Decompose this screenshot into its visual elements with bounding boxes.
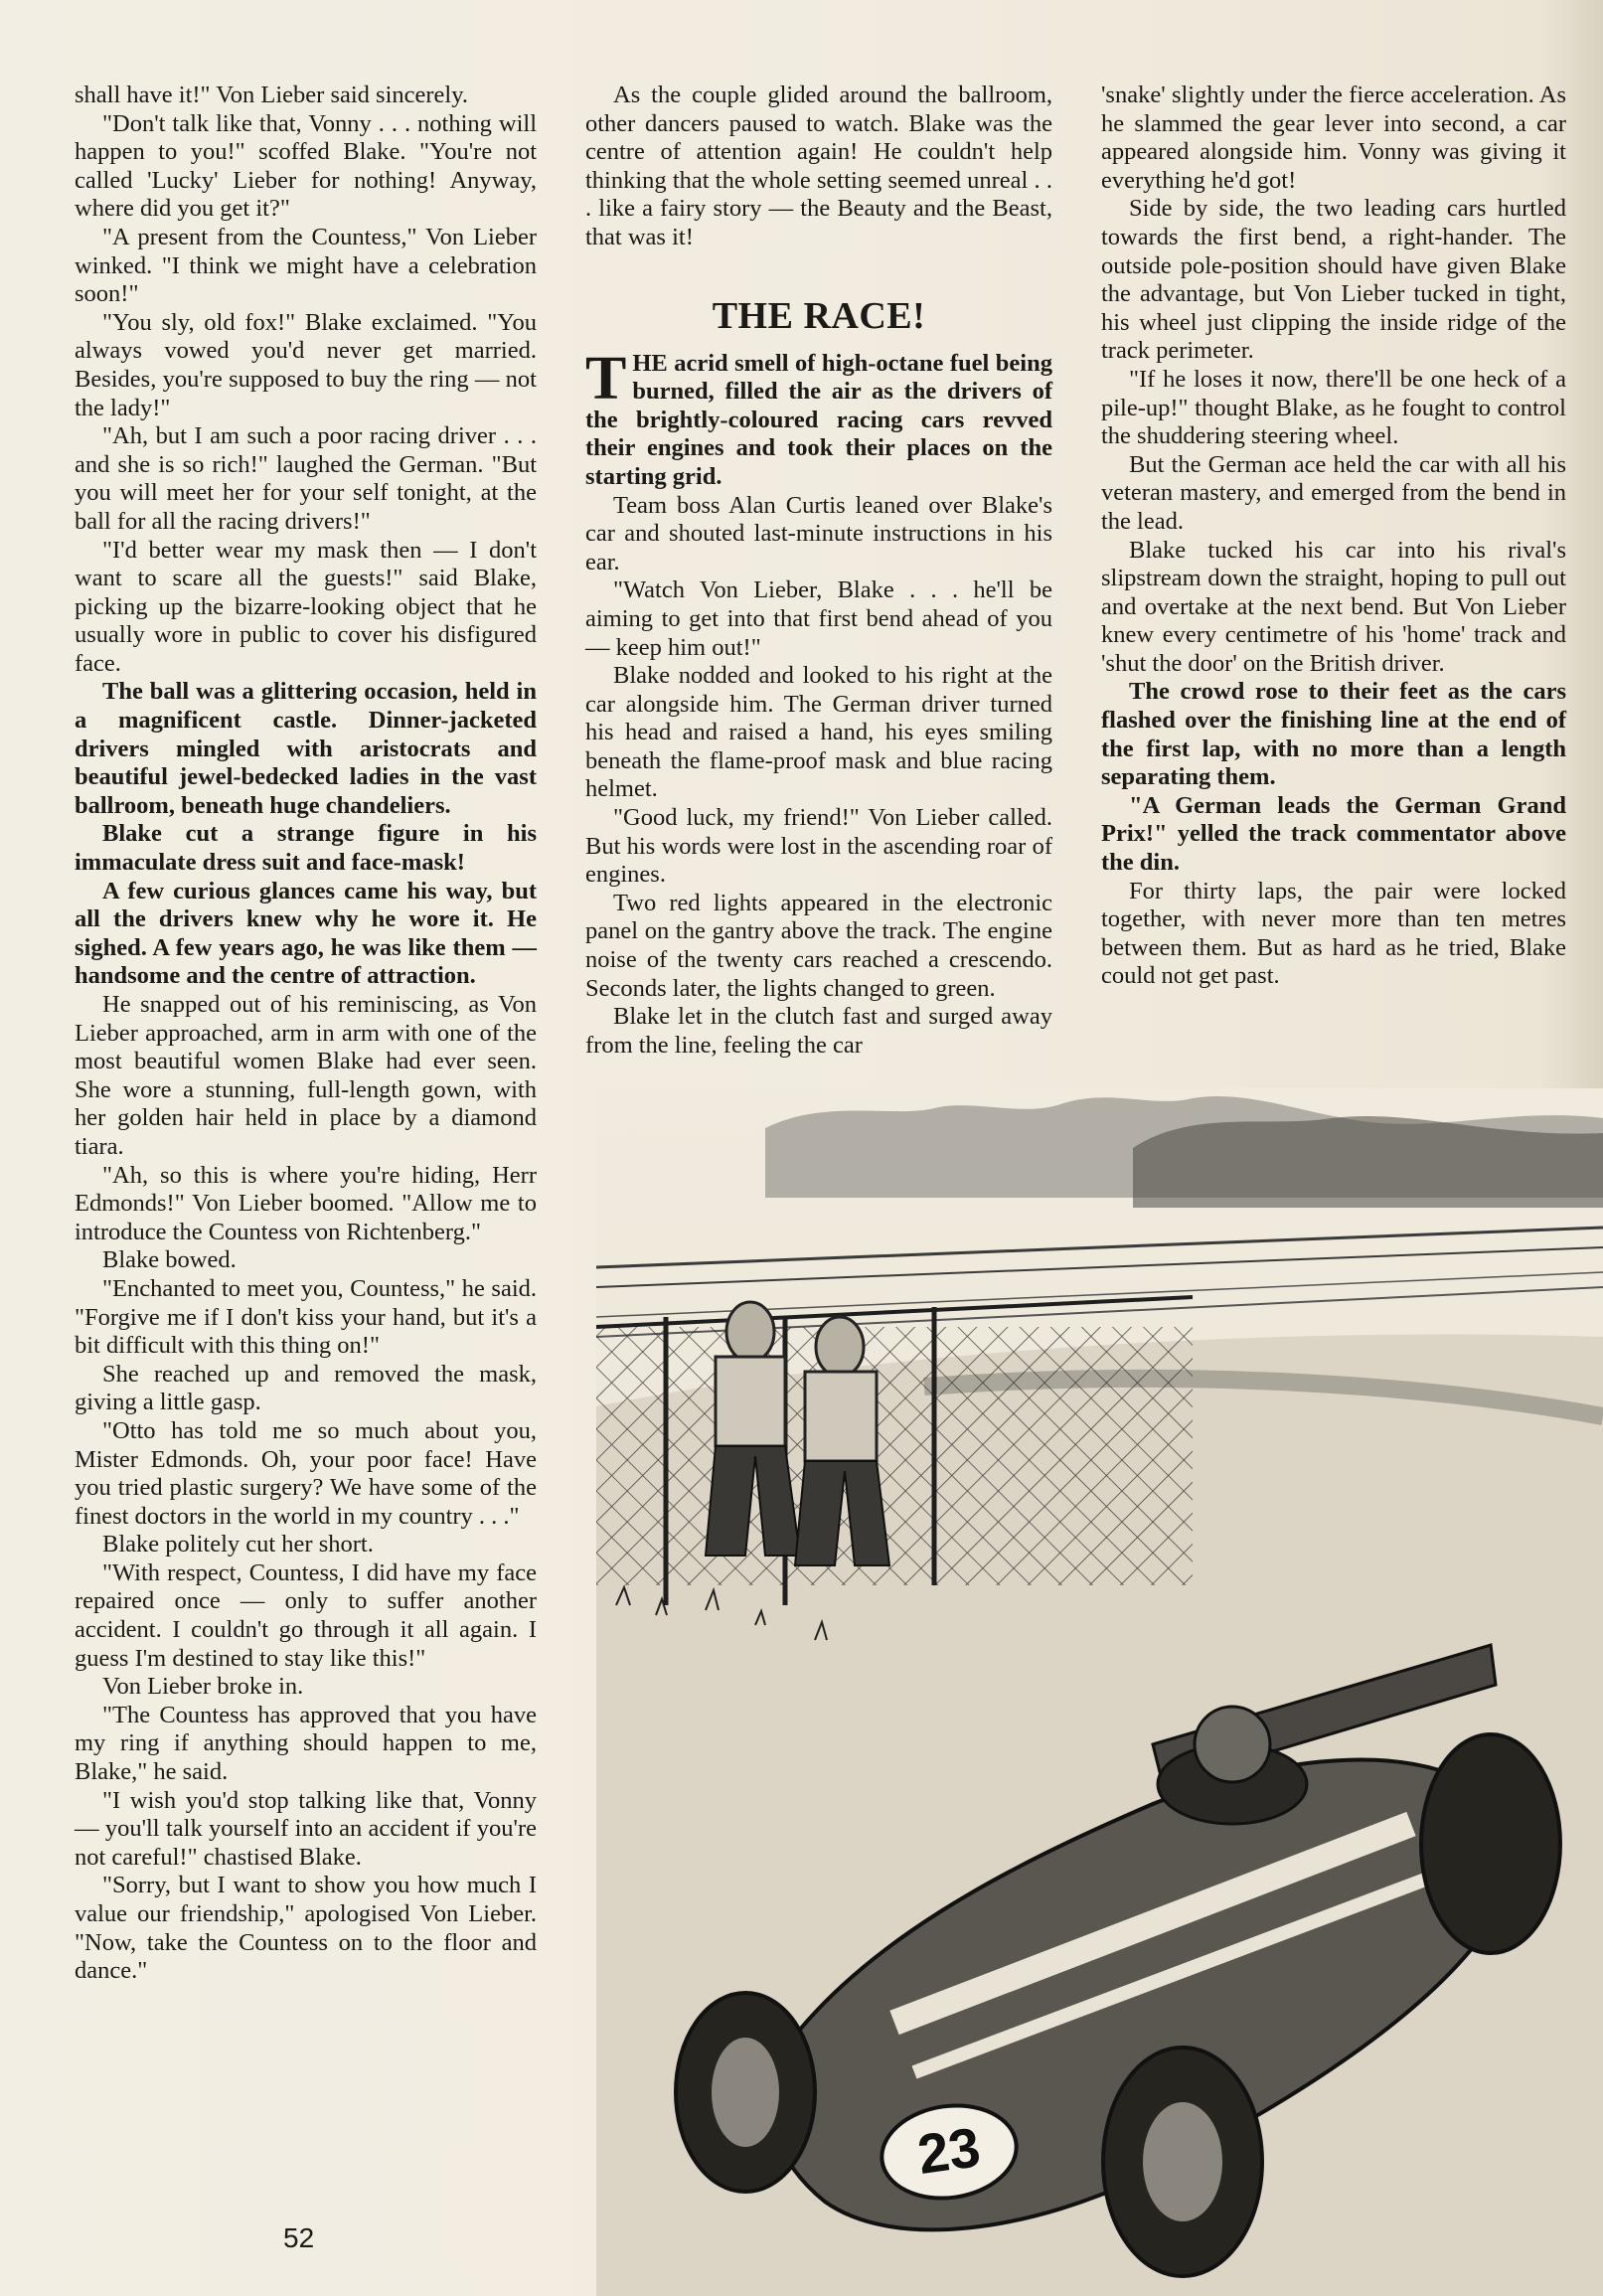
paragraph: "With respect, Countess, I did have my face repaired once — only to suffer another accident. I couldn't go through it all again. I guess I'm destined to stay like this!"	[75, 1558, 537, 1672]
paragraph: "I wish you'd stop talking like that, Vonny — you'll talk yourself into an accident if you're not careful!" chastised Blake.	[75, 1786, 537, 1871]
paragraph: Blake let in the clutch fast and surged away from the line, feeling the car	[585, 1003, 1052, 1059]
paragraph: The crowd rose to their feet as the cars flashed over the finishing line at the end of the first lap, with no more than a length separating them.	[1101, 678, 1566, 791]
paragraph: "Good luck, my friend!" Von Lieber called. But his words were lost in the ascending roar of engines.	[585, 804, 1052, 889]
paragraph: 'snake' slightly under the fierce acceleration. As he slammed the gear lever into second, a car appeared alongside him. Vonny was giving it everything he'd got!	[1101, 82, 1566, 194]
paragraph: As the couple glided around the ballroom, other dancers paused to watch. Blake was the centre of attention again! He couldn't help thinking that the whole setting seemed unreal . . . like a fairy story — the Beauty and the Beast, that was it!	[585, 82, 1052, 250]
text-column-1	[75, 82, 537, 1986]
paragraph: A few curious glances came his way, but all the drivers knew why he wore it. He sighed. A few years ago, he was like them — handsome and the centre of attraction.	[75, 877, 537, 990]
opening-paragraph: THE acrid smell of high-octane fuel being burned, filled the air as the drivers of the brightly-coloured racing cars revved their engines and took their places on the starting grid.	[585, 344, 1052, 490]
paragraph: He snapped out of his reminiscing, as Von Lieber approached, arm in arm with one of the most beautiful women Blake had ever seen. She wore a stunning, full-length gown, with her golden hair held in place by a diamond tiara.	[75, 991, 537, 1160]
paragraph: "The Countess has approved that you have my ring if anything should happen to me, Blake," he said.	[75, 1701, 537, 1786]
paragraph: "Watch Von Lieber, Blake . . . he'll be aiming to get into that first bend ahead of you — keep him out!"	[585, 576, 1052, 661]
paragraph: "If he loses it now, there'll be one heck of a pile-up!" thought Blake, as he fought to control the shuddering steering wheel.	[1101, 365, 1566, 450]
paragraph: The ball was a glittering occasion, held in a magnificent castle. Dinner-jacketed drivers mingled with aristocrats and beautiful jewel-bedecked ladies in the vast ballroom, beneath huge chandeliers.	[75, 678, 537, 819]
paragraph: "Otto has told me so much about you, Mister Edmonds. Oh, your poor face! Have you tried plastic surgery? We have some of the finest doctors in the world in my country . . ."	[75, 1416, 537, 1530]
paragraph: shall have it!" Von Lieber said sincerely.	[75, 82, 468, 108]
paragraph: For thirty laps, the pair were locked together, with never more than ten metres between them. But as hard as he tried, Blake could not get past.	[1101, 877, 1566, 990]
paragraph: "A German leads the German Grand Prix!" yelled the track commentator above the din.	[1101, 791, 1566, 877]
paragraph: Blake politely cut her short.	[102, 1531, 374, 1558]
paragraph: But the German ace held the car with all his veteran mastery, and emerged from the bend in the lead.	[1101, 450, 1566, 535]
paragraph: "Don't talk like that, Vonny . . . nothing will happen to you!" scoffed Blake. "You're not called 'Lucky' Lieber for nothing! Anyway, where did you get it?"	[75, 109, 537, 223]
racing-car-illustration	[596, 1088, 1603, 2296]
paragraph: Team boss Alan Curtis leaned over Blake's car and shouted last-minute instructions in his ear.	[585, 491, 1052, 575]
paragraph: Blake nodded and looked to his right at the car alongside him. The German driver turned his head and raised a hand, his eyes smiling beneath the flame-proof mask and blue racing helmet.	[585, 662, 1052, 803]
paragraph: Side by side, the two leading cars hurtled towards the first bend, a right-hander. The outside pole-position should have given Blake the advantage, but Von Lieber tucked in tight, his wheel just clipping the inside ridge of the track perimeter.	[1101, 195, 1566, 365]
car-number: 23	[913, 2114, 985, 2187]
text-column-2	[585, 82, 1052, 1060]
paragraph: Blake cut a strange figure in his immaculate dress suit and face-mask!	[75, 820, 537, 877]
paragraph: "Sorry, but I want to show you how much I value our friendship," apologised Von Lieber. "Now, take the Countess on to the floor and dance."	[75, 1872, 537, 1985]
paragraph: Von Lieber broke in.	[102, 1673, 304, 1701]
paragraph: "You sly, old fox!" Blake exclaimed. "You always vowed you'd never get married. Besides, you're supposed to buy the ring — not the lady!"	[75, 308, 537, 421]
paragraph: "I'd better wear my mask then — I don't want to scare all the guests!" said Blake, picking up the bizarre-looking object that he usually wore in public to cover his disfigured face.	[75, 536, 537, 677]
paragraph: She reached up and removed the mask, giving a little gasp.	[75, 1360, 537, 1416]
drop-cap: T	[585, 344, 627, 412]
section-heading: THE RACE!	[712, 294, 926, 337]
paragraph: Blake bowed.	[102, 1246, 237, 1274]
paragraph: "Ah, so this is where you're hiding, Herr Edmonds!" Von Lieber boomed. "Allow me to introduce the Countess von Richtenberg."	[75, 1161, 537, 1245]
paragraph: "Ah, but I am such a poor racing driver . . . and she is so rich!" laughed the German. "But you will meet her for your self tonight, at the ball for all the racing drivers!"	[75, 422, 537, 535]
paragraph: "Enchanted to meet you, Countess," he said. "Forgive me if I don't kiss your hand, but it's a bit difficult with this thing on!"	[75, 1274, 537, 1360]
page-number: 52	[283, 2222, 315, 2253]
paragraph: "A present from the Countess," Von Lieber winked. "I think we might have a celebration soon!"	[75, 223, 537, 308]
paragraph: Blake tucked his car into his rival's slipstream down the straight, hoping to pull out and overtake at the next bend. But Von Lieber knew every centimetre of his 'home' track and 'shut the door' on the British driver.	[1101, 536, 1566, 677]
text-column-3	[1101, 82, 1566, 991]
paragraph: Two red lights appeared in the electronic panel on the gantry above the track. The engine noise of the twenty cars reached a crescendo. Seconds later, the lights changed to green.	[585, 889, 1052, 1002]
